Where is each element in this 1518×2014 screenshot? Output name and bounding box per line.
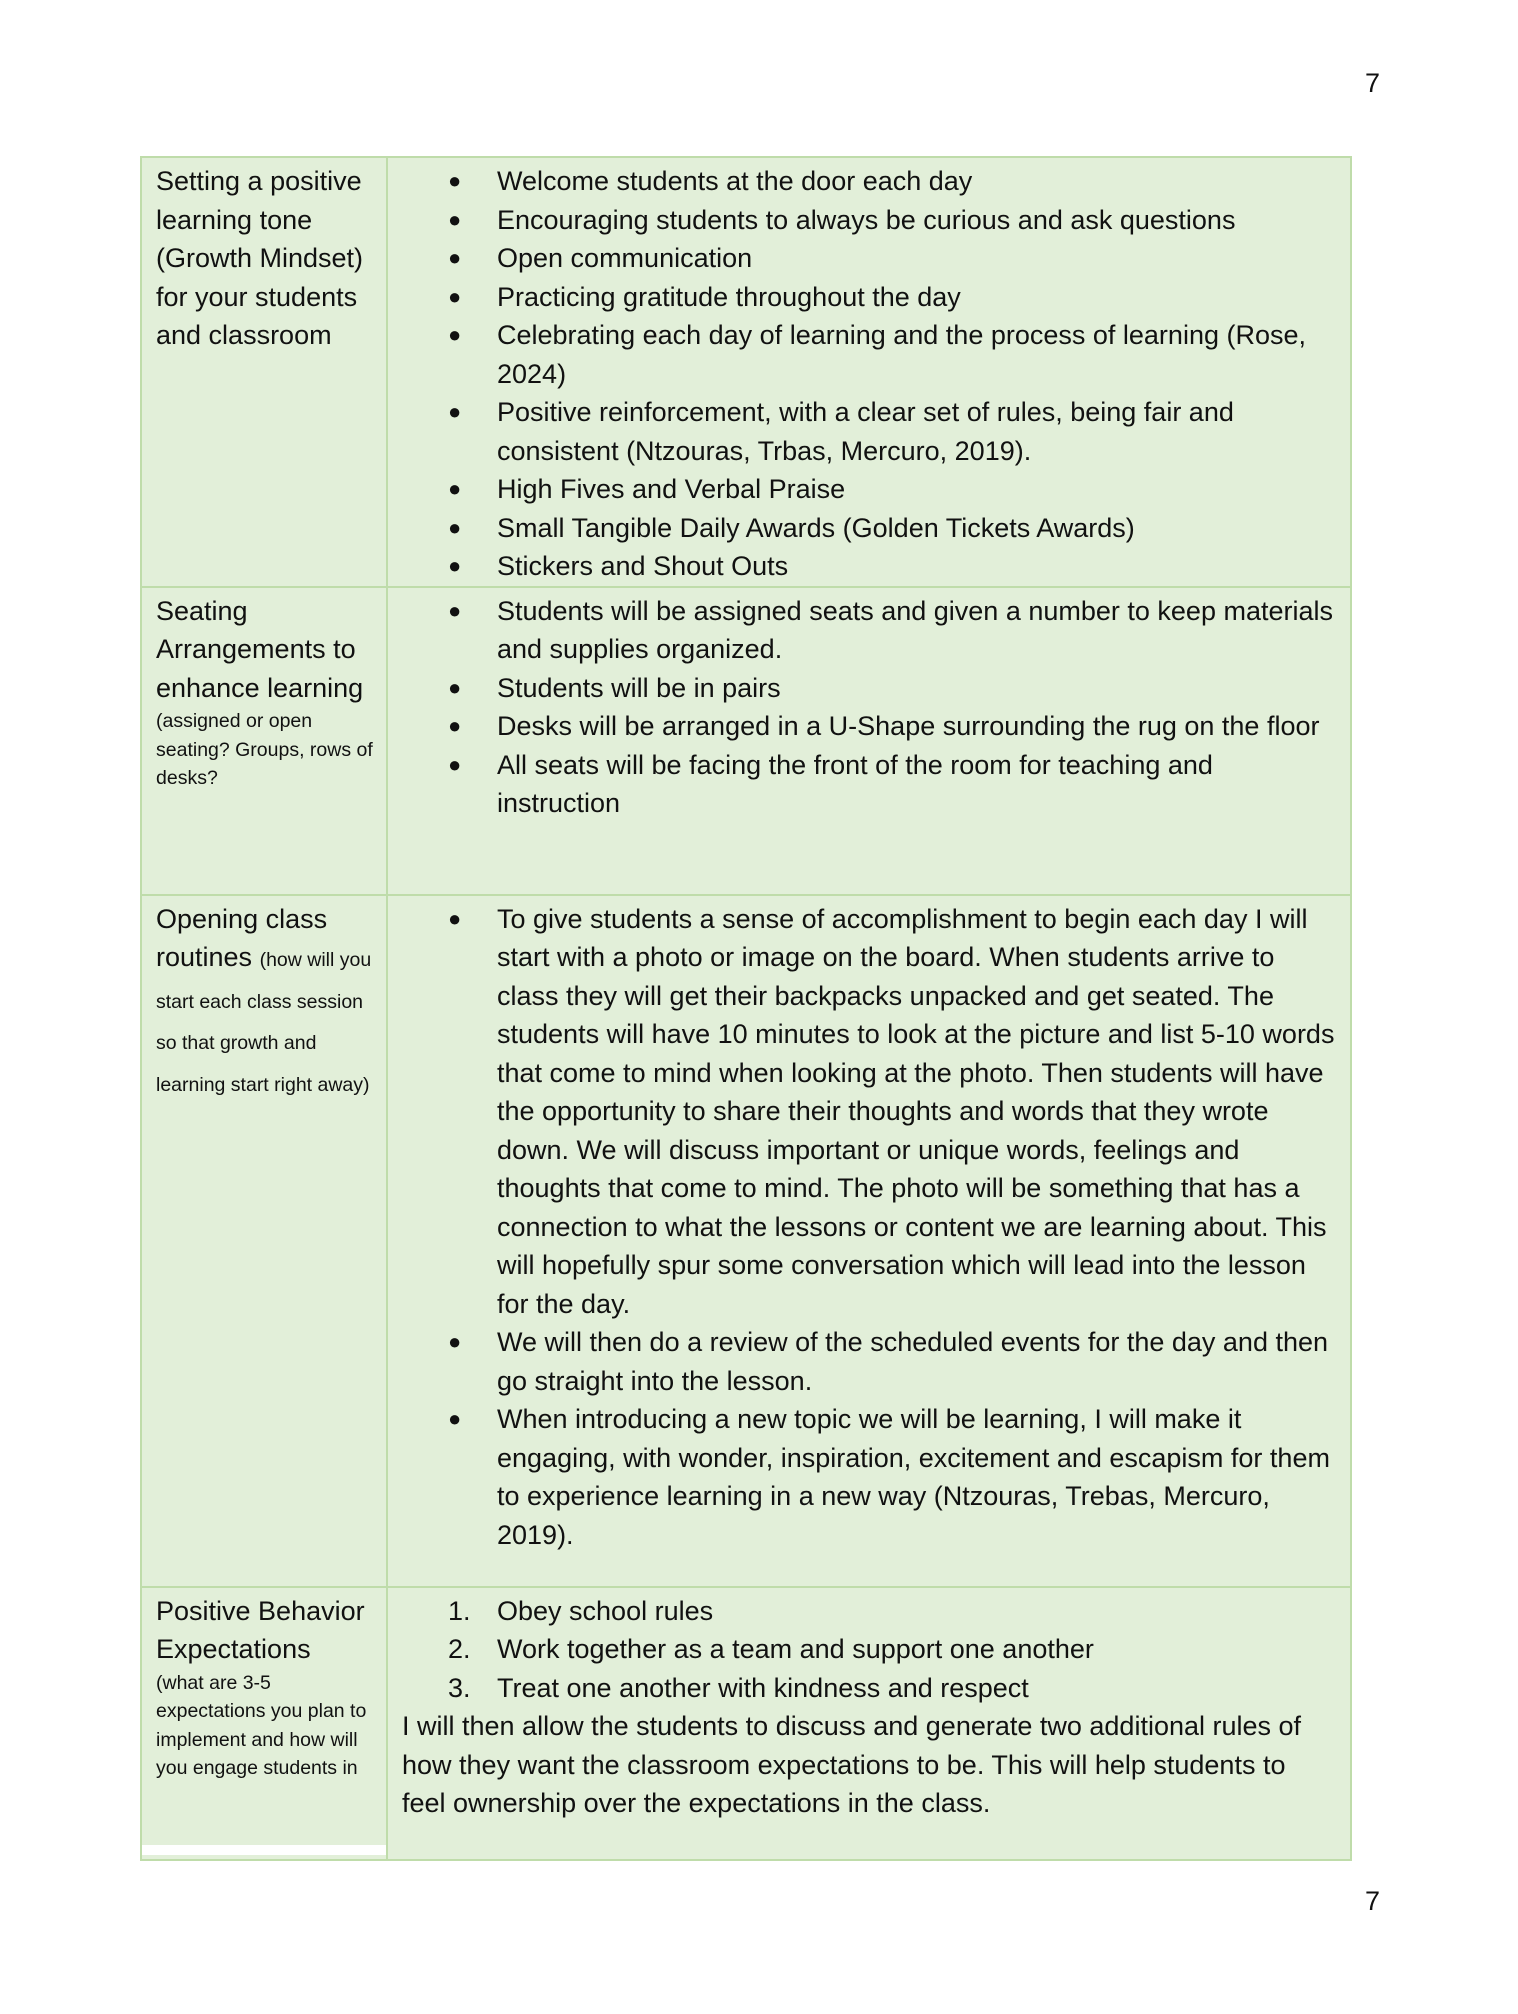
row-label: Seating Arrangements to enhance learning: [156, 595, 364, 703]
page-number-top: 7: [1364, 68, 1380, 98]
bullet-icon: ●: [448, 399, 462, 424]
row-content-cell: [387, 157, 1351, 587]
table-row: [141, 587, 1351, 895]
list-item: ● When introducing a new topic we will be learning, I will make it engaging, with wonder, inspiration, excitement and escapism for them to experience learning in a new way (Ntzouras, Trebas, Mercuro, 2019).: [402, 1400, 1340, 1554]
row-label-cell: [141, 157, 387, 587]
expectations-paragraph: I will then allow the students to discuss and generate two additional rules of how they want the classroom expectations to be. This will help students to feel ownership over the expectations in the class.: [402, 1711, 1302, 1818]
row-content-cell: [387, 895, 1351, 1587]
bullet-icon: ●: [448, 168, 462, 193]
list-number: 2.: [448, 1634, 471, 1664]
bullet-icon: ●: [448, 674, 462, 700]
row-label: Opening class routines (how will you start each class session so that growth and learning start right away): [156, 903, 372, 1096]
list-item: ● Small Tangible Daily Awards (Golden Tickets Awards): [402, 509, 1340, 548]
list-item: ● Celebrating each day of learning and the process of learning (Rose, 2024): [402, 316, 1340, 393]
bullet-icon: ●: [448, 1329, 462, 1354]
row-sublabel: (assigned or open seating? Groups, rows of desks?: [156, 710, 373, 789]
list-number: 3.: [448, 1672, 471, 1703]
bullet-icon: ●: [448, 322, 462, 347]
list-item: ● To give students a sense of accomplishment to begin each day I will start with a photo or image on the board. When students arrive to class they will get their backpacks unpacked and get seated. The students will have 10 minutes to look at the picture and list 5-10 words that come to mind when looking at the photo. Then students will have the opportunity to share their thoughts and words that they wrote down. We will discuss important or unique words, feelings and thoughts that come to mind. The photo will be something that has a connection to what the lessons or content we are learning about. This will hopefully spur some conversation which will lead into the lesson for the day.: [402, 900, 1340, 1324]
bullet-icon: ●: [448, 476, 462, 501]
row-label-cell: [141, 895, 387, 1587]
list-item: ● Stickers and Shout Outs: [402, 547, 1340, 586]
page-number-bottom: 7: [1364, 1886, 1380, 1916]
bullet-icon: ●: [448, 713, 462, 738]
row-label: Positive Behavior Expectations: [156, 1595, 365, 1664]
numbered-list: [402, 1592, 1340, 1708]
list-number: 1.: [448, 1595, 471, 1626]
list-item: ● High Fives and Verbal Praise: [402, 470, 1340, 509]
row-sublabel: (what are 3-5 expectations you plan to implement and how will you engage students in: [156, 1671, 367, 1779]
classroom-plan-table: [140, 156, 1352, 1861]
cell-bottom-strip: [142, 1845, 386, 1855]
bullet-icon: ●: [448, 1406, 462, 1431]
list-item: ● Students will be in pairs: [402, 669, 1340, 708]
table-row: [141, 157, 1351, 587]
list-item: ● We will then do a review of the scheduled events for the day and then go straight into the lesson.: [402, 1323, 1340, 1400]
bullet-list: [402, 162, 1340, 586]
row-label-cell: [141, 1587, 387, 1860]
bullet-icon: ●: [448, 245, 462, 270]
bullet-icon: ●: [448, 597, 462, 623]
bullet-list: [402, 900, 1340, 1555]
list-item: ● Students will be assigned seats and given a number to keep materials and supplies organized.: [402, 592, 1340, 669]
list-item: ● Desks will be arranged in a U-Shape surrounding the rug on the floor: [402, 707, 1340, 746]
table-row: [141, 895, 1351, 1587]
list-item: 2. Work together as a team and support one another: [402, 1630, 1340, 1669]
bullet-icon: ●: [448, 283, 462, 309]
bullet-list: [402, 592, 1340, 823]
row-sublabel: (how will you start each class session so that growth and learning start right away): [156, 949, 372, 1096]
list-item: ● Positive reinforcement, with a clear set of rules, being fair and consistent (Ntzouras, Trbas, Mercuro, 2019).: [402, 393, 1340, 470]
row-content-cell: [387, 1587, 1351, 1860]
row-label-cell: [141, 587, 387, 895]
table-row: [141, 1587, 1351, 1860]
row-content-cell: [387, 587, 1351, 895]
bullet-icon: ●: [448, 514, 462, 540]
row-label: Setting a positive learning tone (Growth Mindset) for your students and classroom: [156, 166, 364, 350]
list-item: 1. Obey school rules: [402, 1592, 1340, 1631]
bullet-icon: ●: [448, 751, 462, 777]
bullet-icon: ●: [448, 553, 462, 578]
bullet-icon: ●: [448, 905, 462, 931]
list-item: ● Open communication: [402, 239, 1340, 278]
bullet-icon: ●: [448, 206, 462, 232]
list-item: ● Welcome students at the door each day: [402, 162, 1340, 201]
list-item: ● Practicing gratitude throughout the day: [402, 278, 1340, 317]
list-item: ● All seats will be facing the front of the room for teaching and instruction: [402, 746, 1340, 823]
list-item: ● Encouraging students to always be curious and ask questions: [402, 201, 1340, 240]
list-item: 3. Treat one another with kindness and respect: [402, 1669, 1340, 1708]
